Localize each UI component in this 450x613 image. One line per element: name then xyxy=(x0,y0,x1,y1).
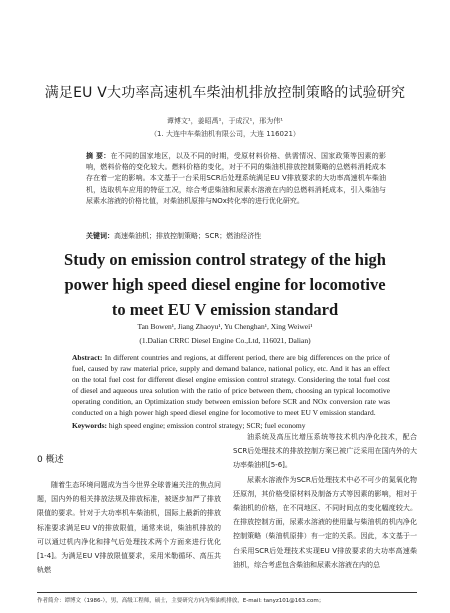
keywords-cn xyxy=(86,231,386,241)
footnote-divider xyxy=(37,592,417,593)
authors-cn: 谭博文¹，姜昭禹¹，于成汉¹，邢为伟¹ xyxy=(166,117,284,125)
section-heading: 0 概述 xyxy=(37,455,64,465)
abstract-cn-label: 摘 要： xyxy=(86,152,111,160)
keywords-cn-text: 高速柴油机；排放控制策略；SCR；燃油经济性 xyxy=(114,232,262,240)
body-paragraph: 尿素水溶液作为SCR后处理技术中必不可少的氮氧化物还原剂，其价格受原材料及制备方式等因素的影响，相对于柴油机的价格，在不同地区、不同时间点的变化幅度较大。在排放控制方面，尿素水溶液的使用量与柴油机的机内净化控制策略（柴油机原排）有一定的关系。因此，本文基于一台采用SCR后处理技术实现EU V排放要求的大功率高速柴油机，综合考虑包含柴油和尿素水溶液在内的总 xyxy=(233,475,417,569)
keywords-en xyxy=(72,421,390,430)
affiliation-en: (1.Dalian CRRC Diesel Engine Co.,Ltd, 116021, Dalian) xyxy=(139,336,311,345)
abstract-en xyxy=(72,352,390,419)
paper-title-en: Study on emission control strategy of the high power high speed diesel engine for locomotive to meet EU V emission standard xyxy=(64,250,386,319)
abstract-cn xyxy=(86,151,386,207)
abstract-en-text: In different countries and regions, at different period, there are big differences on the price of fuel, caused by raw material price, supply and demand balance, national policy, etc. And it has an effect on the total fuel cost for different diesel engine emission control strategy. Considering the total fuel cost of diesel and aqueous urea solution with the ratio of price between them, choosing an typical locomotive operating condition, an Optimization study between emission before SCR and NOx conversion rate was conducted on a high power high speed diesel engine for locomotive to meet EU V emission standard. xyxy=(72,353,390,418)
keywords-en-label: Keywords: xyxy=(72,421,107,430)
body-right-column xyxy=(233,430,417,572)
author-footnote: 作者简介：谭博文（1986-），男，高级工程师，硕士，主要研究方向为柴油机排放，E-mail: tanyz101@163.com； xyxy=(37,598,325,604)
keywords-en-text: high speed engine; emission control strategy; SCR; fuel economy xyxy=(108,421,306,430)
authors-en: Tan Bowen¹, Jiang Zhaoyu¹, Yu Chenghan¹, Xing Weiwei¹ xyxy=(137,322,313,331)
abstract-cn-text: 在不同的国家地区，以及不同的时期，受原材料价格、供需情况、国家政策等因素的影响，燃料价格的变化较大。燃料价格的变化，对于不同的柴油机排放控制策略的总燃料消耗成本存在着一定的影响。本文基于一台采用SCR后处理系统满足EU V排放要求的大功率高速机车柴油机，选取机车应用的特征工况，综合考虑柴油和尿素水溶液在内的总燃料消耗成本，引入柴油与尿素水溶液的价格比值，对柴油机原排与NOx转化率的进行优化研究。 xyxy=(86,152,386,205)
keywords-cn-label: 关键词： xyxy=(86,232,114,240)
body-left-column: 随着生态环境问题成为当今世界全球普遍关注的焦点问题，国内外的相关排放法规及排放标准，被逐步加严了排放限值的要求。针对于大功率机车柴油机，国际上最新的排放标准要求满足EU V的排放限值，通常来说，柴油机排放的可以通过机内净化和排气后处理技术两个方面来进行优化[1-4]。为满足EU V排放限值要求，采用米勒循环、高压共轨燃 xyxy=(37,481,221,575)
paper-title-cn: 满足EU V大功率高速机车柴油机排放控制策略的试验研究 xyxy=(44,85,406,101)
abstract-en-label: Abstract: xyxy=(72,353,103,362)
body-paragraph: 油系统及高压比增压系统等技术机内净化技术，配合SCR后处理技术的排放控制方案已被广泛采用在国内外的大功率柴油机[5-6]。 xyxy=(233,433,417,470)
affiliation-cn: （1. 大连中车柴油机有限公司，大连 116021） xyxy=(150,130,300,138)
